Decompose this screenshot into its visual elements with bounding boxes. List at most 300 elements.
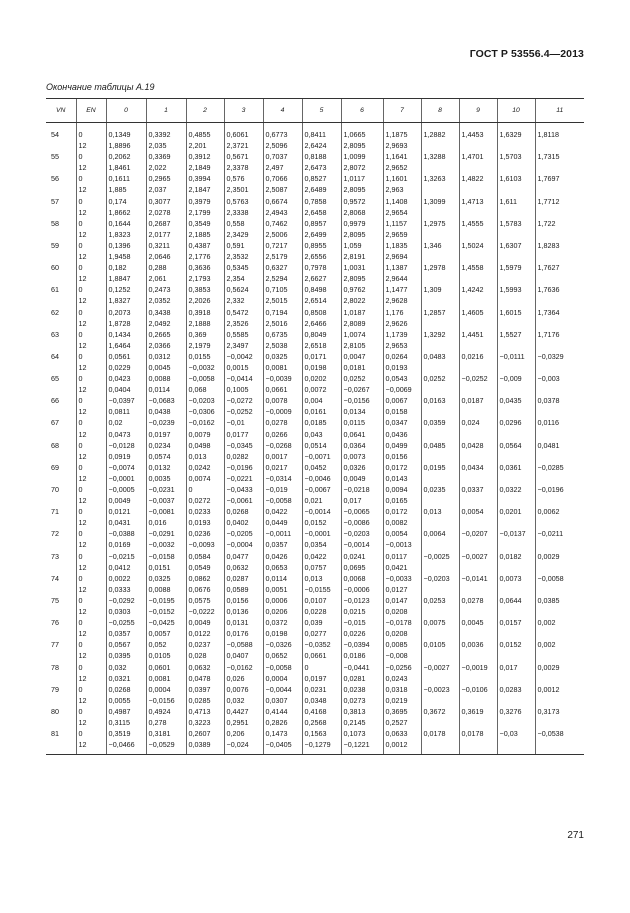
table-cell: 70 — [51, 485, 59, 494]
table-cell: 0,5345 — [224, 262, 263, 273]
table-cell: 1,059 — [341, 240, 383, 251]
table-cell — [497, 717, 535, 728]
table-cell: 75 — [51, 595, 59, 605]
table-cell — [46, 273, 76, 284]
table-cell: −0,0155 — [302, 584, 341, 595]
table-cell: 2,3532 — [224, 251, 263, 262]
table-cell — [459, 539, 497, 550]
table-cell: 0,2568 — [302, 717, 341, 728]
table-cell: 2,8068 — [341, 207, 383, 218]
table-cell: 0 — [76, 218, 106, 229]
table-cell: −0,0044 — [263, 684, 302, 695]
table-cell: 0,3223 — [186, 717, 224, 728]
table-cell — [497, 429, 535, 440]
table-cell: 0,6773 — [263, 123, 302, 141]
table-cell — [535, 539, 584, 550]
table-cell: 0 — [76, 462, 106, 473]
table-cell: 2,4943 — [263, 207, 302, 218]
table-cell: −0,0196 — [224, 462, 263, 473]
table-cell: −0,0042 — [224, 351, 263, 362]
table-cell: 1,7697 — [535, 173, 584, 184]
table-cell — [535, 273, 584, 284]
column-header: 7 — [383, 99, 421, 123]
table-cell: 0,0114 — [146, 384, 186, 395]
table-cell: 0,0601 — [146, 662, 186, 673]
table-row — [46, 251, 584, 262]
table-cell: 2,8089 — [341, 318, 383, 329]
table-cell: 1,8461 — [106, 162, 146, 173]
table-cell: 0,0156 — [383, 451, 421, 462]
table-cell: 58 — [51, 218, 59, 228]
table-cell: 0,3672 — [421, 706, 459, 717]
table-cell: 0,2527 — [383, 717, 421, 728]
table-cell: −0,0272 — [224, 395, 263, 406]
table-cell: 0,0049 — [341, 473, 383, 484]
table-row — [46, 351, 584, 362]
table-cell: 0,0088 — [146, 373, 186, 384]
table-cell: −0,0156 — [341, 395, 383, 406]
table-cell: 12 — [76, 606, 106, 617]
table-cell — [46, 717, 76, 728]
table-cell: 2,9694 — [383, 251, 421, 262]
table-cell: 0,0322 — [497, 484, 535, 495]
table-cell: 2,5087 — [263, 184, 302, 195]
table-cell: 0 — [76, 307, 106, 318]
table-cell: 0,1349 — [106, 123, 146, 141]
table-cell: −0,0195 — [146, 595, 186, 606]
table-cell: 0,7217 — [263, 240, 302, 251]
table-cell: 1,7176 — [535, 329, 584, 340]
table-cell: 0,002 — [535, 617, 584, 628]
table-cell: −0,0071 — [302, 451, 341, 462]
table-cell: 0,7037 — [263, 151, 302, 162]
table-cell: 0,558 — [224, 218, 263, 229]
table-row — [46, 673, 584, 684]
table-cell: 0,3912 — [186, 151, 224, 162]
table-cell — [535, 295, 584, 306]
table-cell: 2,5294 — [263, 273, 302, 284]
table-cell: −0,0025 — [421, 551, 459, 562]
table-cell: 1,8662 — [106, 207, 146, 218]
column-header: 3 — [224, 99, 263, 123]
table-cell: 2,1776 — [186, 251, 224, 262]
table-cell — [421, 362, 459, 373]
table-cell: 0 — [76, 573, 106, 584]
table-cell: 0,4855 — [186, 123, 224, 141]
table-cell: −0,0425 — [146, 617, 186, 628]
table-cell: 0,0676 — [186, 584, 224, 595]
table-cell: 2,0646 — [146, 251, 186, 262]
table-cell: 0 — [76, 151, 106, 162]
table-cell: −0,0106 — [459, 684, 497, 695]
table-cell: 57 — [51, 196, 59, 206]
table-row — [46, 207, 584, 218]
column-header: 5 — [302, 99, 341, 123]
table-cell: 0,5472 — [224, 307, 263, 318]
table-cell: 55 — [51, 152, 59, 162]
table-cell: 0,8957 — [302, 218, 341, 229]
table-cell: 0,0348 — [302, 695, 341, 706]
table-cell: 0,0074 — [186, 473, 224, 484]
table-cell: 0,024 — [459, 417, 497, 428]
table-cell: 0,0208 — [383, 606, 421, 617]
table-cell: 0,0116 — [535, 417, 584, 428]
table-cell: 0,0589 — [224, 584, 263, 595]
table-cell: −0,019 — [263, 484, 302, 495]
table-cell: 0,0054 — [459, 506, 497, 517]
table-cell: 0,1252 — [106, 284, 146, 295]
table-cell: 1,5024 — [459, 240, 497, 251]
table-row — [46, 617, 584, 628]
table-cell: 0,0514 — [302, 440, 341, 451]
table-cell: 1,722 — [535, 218, 584, 229]
table-row — [46, 484, 584, 495]
table-cell: 12 — [76, 340, 106, 351]
table-cell: 0,0422 — [302, 551, 341, 562]
table-cell — [421, 295, 459, 306]
table-cell: 0,0641 — [341, 429, 383, 440]
table-cell: 0,0325 — [146, 573, 186, 584]
table-cell: 0 — [76, 551, 106, 562]
table-cell: −0,03 — [497, 728, 535, 739]
table-cell: 0,0193 — [383, 362, 421, 373]
table-cell: −0,0215 — [106, 551, 146, 562]
table-cell: 0,0431 — [106, 517, 146, 528]
table-cell: 0,0078 — [263, 395, 302, 406]
table-cell: 2,035 — [146, 140, 186, 151]
table-row — [46, 528, 584, 539]
table-cell: 2,6489 — [302, 184, 341, 195]
table-cell: 1,2978 — [421, 262, 459, 273]
table-cell: 1,4701 — [459, 151, 497, 162]
table-cell: 0,0378 — [535, 395, 584, 406]
table-cell — [421, 406, 459, 417]
table-cell: 76 — [51, 618, 59, 628]
table-cell: 0,0811 — [106, 406, 146, 417]
table-cell — [459, 406, 497, 417]
table-cell: 0,0434 — [459, 462, 497, 473]
table-cell — [421, 184, 459, 195]
table-cell: 0,9979 — [341, 218, 383, 229]
table-cell: 0,0004 — [263, 673, 302, 684]
table-cell — [46, 184, 76, 195]
table-cell: 1,1477 — [383, 284, 421, 295]
table-row — [46, 451, 584, 462]
table-row — [46, 184, 584, 195]
table-cell: 2,5006 — [263, 229, 302, 240]
table-cell: 0,0695 — [341, 562, 383, 573]
table-cell: 1,5993 — [497, 284, 535, 295]
table-cell: 0,0047 — [341, 351, 383, 362]
table-cell: 0,002 — [535, 639, 584, 650]
table-cell: 0,0567 — [106, 639, 146, 650]
table-row — [46, 650, 584, 661]
table-cell — [497, 162, 535, 173]
table-cell: 0,0385 — [535, 595, 584, 606]
table-cell: 0,02 — [106, 417, 146, 428]
table-cell: 2,8072 — [341, 162, 383, 173]
table-cell: −0,0027 — [421, 662, 459, 673]
table-cell: 0,0333 — [106, 584, 146, 595]
table-cell: 1,8283 — [535, 240, 584, 251]
table-cell: 0,0402 — [224, 517, 263, 528]
table-cell: 12 — [76, 318, 106, 329]
table-cell: 0,7462 — [263, 218, 302, 229]
data-table — [46, 98, 584, 755]
table-cell: 0,017 — [497, 662, 535, 673]
table-cell: 0,0281 — [341, 673, 383, 684]
table-cell: 0,0483 — [421, 351, 459, 362]
table-cell: −0,0013 — [383, 539, 421, 550]
table-cell: −0,0203 — [341, 528, 383, 539]
table-cell: 0,039 — [302, 617, 341, 628]
table-cell: 64 — [51, 351, 59, 361]
table-cell: 1,4242 — [459, 284, 497, 295]
table-cell — [497, 606, 535, 617]
table-cell — [459, 739, 497, 755]
table-cell: −0,0255 — [106, 617, 146, 628]
table-cell: 0,1434 — [106, 329, 146, 340]
table-cell: 0,0226 — [341, 628, 383, 639]
table-cell — [46, 340, 76, 351]
table-cell: 1,9458 — [106, 251, 146, 262]
table-cell: 1,3288 — [421, 151, 459, 162]
table-cell: 1,4713 — [459, 196, 497, 207]
table-cell — [535, 473, 584, 484]
table-cell: −0,0086 — [341, 517, 383, 528]
table-row — [46, 551, 584, 562]
table-cell: 63 — [51, 329, 59, 339]
table-cell — [535, 251, 584, 262]
table-cell: 77 — [51, 640, 59, 650]
table-cell: 0,0273 — [341, 695, 383, 706]
table-cell: 0,0152 — [497, 639, 535, 650]
table-cell: −0,0162 — [186, 417, 224, 428]
table-cell: 1,3099 — [421, 196, 459, 207]
table-cell: 0,0549 — [186, 562, 224, 573]
table-cell — [459, 229, 497, 240]
table-cell: 0,0022 — [106, 573, 146, 584]
table-cell: 0,3695 — [383, 706, 421, 717]
table-cell: 12 — [76, 584, 106, 595]
table-cell — [535, 229, 584, 240]
table-cell: 0,0105 — [421, 639, 459, 650]
table-row — [46, 639, 584, 650]
table-cell — [421, 606, 459, 617]
table-cell: 2,5016 — [263, 318, 302, 329]
table-cell: 0,0757 — [302, 562, 341, 573]
table-cell — [459, 451, 497, 462]
table-cell: 0,3077 — [146, 196, 186, 207]
table-cell: 0,0252 — [341, 373, 383, 384]
table-cell: 2,963 — [383, 184, 421, 195]
table-cell — [459, 695, 497, 706]
table-cell — [459, 673, 497, 684]
table-row — [46, 539, 584, 550]
table-cell: 0,0303 — [106, 606, 146, 617]
table-cell: 0,0202 — [302, 373, 341, 384]
table-cell: 1,8847 — [106, 273, 146, 284]
table-cell: 0 — [76, 440, 106, 451]
table-cell: 0,0088 — [146, 584, 186, 595]
table-row — [46, 295, 584, 306]
table-cell: −0,0218 — [341, 484, 383, 495]
table-row — [46, 440, 584, 451]
table-cell: 0,0105 — [146, 650, 186, 661]
table-cell: −0,0032 — [186, 362, 224, 373]
table-cell: 0,0049 — [106, 495, 146, 506]
table-cell — [459, 429, 497, 440]
table-cell: 1,611 — [497, 196, 535, 207]
table-cell — [421, 251, 459, 262]
table-cell: 0,5763 — [224, 196, 263, 207]
table-cell: 0,3994 — [186, 173, 224, 184]
table-cell: 0,0282 — [224, 451, 263, 462]
table-cell: 0 — [76, 351, 106, 362]
table-row — [46, 307, 584, 318]
table-cell: 0,0243 — [383, 673, 421, 684]
table-cell: 0 — [76, 617, 106, 628]
table-cell: 0 — [76, 417, 106, 428]
table-cell — [421, 207, 459, 218]
table-cell — [46, 229, 76, 240]
table-cell — [46, 140, 76, 151]
table-cell: 0,0067 — [383, 395, 421, 406]
table-cell: 2,5038 — [263, 340, 302, 351]
table-cell — [535, 340, 584, 351]
table-cell: 0,0234 — [146, 440, 186, 451]
table-cell: 0,0862 — [186, 573, 224, 584]
table-cell — [46, 473, 76, 484]
table-cell: 0,032 — [106, 662, 146, 673]
table-cell: −0,0231 — [146, 484, 186, 495]
table-cell: 2,0177 — [146, 229, 186, 240]
table-cell: 0,0337 — [459, 484, 497, 495]
table-cell: 0,0177 — [224, 429, 263, 440]
table-cell: 2,3721 — [224, 140, 263, 151]
table-cell: 2,3497 — [224, 340, 263, 351]
table-cell: 2,1799 — [186, 207, 224, 218]
table-cell: 1,885 — [106, 184, 146, 195]
table-cell: −0,0326 — [263, 639, 302, 650]
table-cell — [535, 451, 584, 462]
table-row — [46, 473, 584, 484]
table-cell: −0,0314 — [263, 473, 302, 484]
table-row — [46, 140, 584, 151]
table-cell: −0,0683 — [146, 395, 186, 406]
table-cell: 0,8049 — [302, 329, 341, 340]
table-row — [46, 262, 584, 273]
table-cell: 0,016 — [146, 517, 186, 528]
table-cell: 0,0029 — [535, 551, 584, 562]
table-cell: 2,6627 — [302, 273, 341, 284]
table-cell: −0,0441 — [341, 662, 383, 673]
table-cell: −0,0023 — [421, 684, 459, 695]
table-cell — [421, 495, 459, 506]
table-cell: 2,9654 — [383, 207, 421, 218]
table-row — [46, 517, 584, 528]
table-cell: 1,7636 — [535, 284, 584, 295]
table-cell — [497, 584, 535, 595]
table-row — [46, 329, 584, 340]
table-cell: 0,0632 — [186, 662, 224, 673]
table-cell: 0,9762 — [341, 284, 383, 295]
table-cell: 0,0216 — [459, 351, 497, 362]
table-cell: −0,0058 — [263, 495, 302, 506]
table-cell: 0 — [76, 123, 106, 141]
table-cell: 2,1847 — [186, 184, 224, 195]
table-cell: −0,0394 — [341, 639, 383, 650]
table-cell: 0,1073 — [341, 728, 383, 739]
table-cell: −0,0221 — [224, 473, 263, 484]
table-cell: 0,0241 — [341, 551, 383, 562]
table-cell: −0,0158 — [146, 551, 186, 562]
table-cell: 12 — [76, 562, 106, 573]
table-cell: 12 — [76, 739, 106, 755]
table-cell: 0,3438 — [146, 307, 186, 318]
table-cell: 0,0051 — [263, 584, 302, 595]
table-cell: 0,0661 — [263, 384, 302, 395]
table-cell: 0,0404 — [106, 384, 146, 395]
table-cell: 0,0169 — [106, 539, 146, 550]
table-cell: 1,5979 — [497, 262, 535, 273]
table-cell: 0,0477 — [224, 551, 263, 562]
table-cell — [421, 384, 459, 395]
table-cell — [535, 495, 584, 506]
table-cell: 12 — [76, 451, 106, 462]
table-cell — [497, 628, 535, 639]
table-cell: −0,0093 — [186, 539, 224, 550]
table-row — [46, 362, 584, 373]
table-row — [46, 340, 584, 351]
table-cell: 12 — [76, 495, 106, 506]
table-cell: −0,0046 — [302, 473, 341, 484]
table-cell — [459, 140, 497, 151]
table-cell: 0,0423 — [106, 373, 146, 384]
table-cell: 0,0561 — [106, 351, 146, 362]
table-cell: 61 — [51, 285, 59, 295]
table-cell: 2,037 — [146, 184, 186, 195]
table-cell: 2,8022 — [341, 295, 383, 306]
table-cell: 12 — [76, 406, 106, 417]
table-cell: 2,201 — [186, 140, 224, 151]
table-cell — [459, 584, 497, 595]
table-cell: 0,0181 — [341, 362, 383, 373]
table-cell: 0,0919 — [106, 451, 146, 462]
table-cell: −0,0256 — [383, 662, 421, 673]
table-cell: 0,0325 — [263, 351, 302, 362]
table-cell: 56 — [51, 174, 59, 184]
table-cell: 1,6464 — [106, 340, 146, 351]
table-cell — [459, 650, 497, 661]
table-cell — [46, 539, 76, 550]
table-cell: 0,0114 — [263, 573, 302, 584]
table-cell: 0,0012 — [535, 684, 584, 695]
table-cell — [497, 251, 535, 262]
table-cell: 0,5585 — [224, 329, 263, 340]
table-cell: 0,0229 — [106, 362, 146, 373]
table-cell: 1,8323 — [106, 229, 146, 240]
table-cell: 0,0426 — [263, 551, 302, 562]
table-cell: 0,0428 — [459, 440, 497, 451]
table-cell: 0,0235 — [421, 484, 459, 495]
table-cell: 0,0132 — [146, 462, 186, 473]
table-cell — [535, 429, 584, 440]
table-cell: 0,0326 — [341, 462, 383, 473]
table-cell — [459, 251, 497, 262]
table-cell: 0,3813 — [341, 706, 383, 717]
table-cell: 0,2062 — [106, 151, 146, 162]
